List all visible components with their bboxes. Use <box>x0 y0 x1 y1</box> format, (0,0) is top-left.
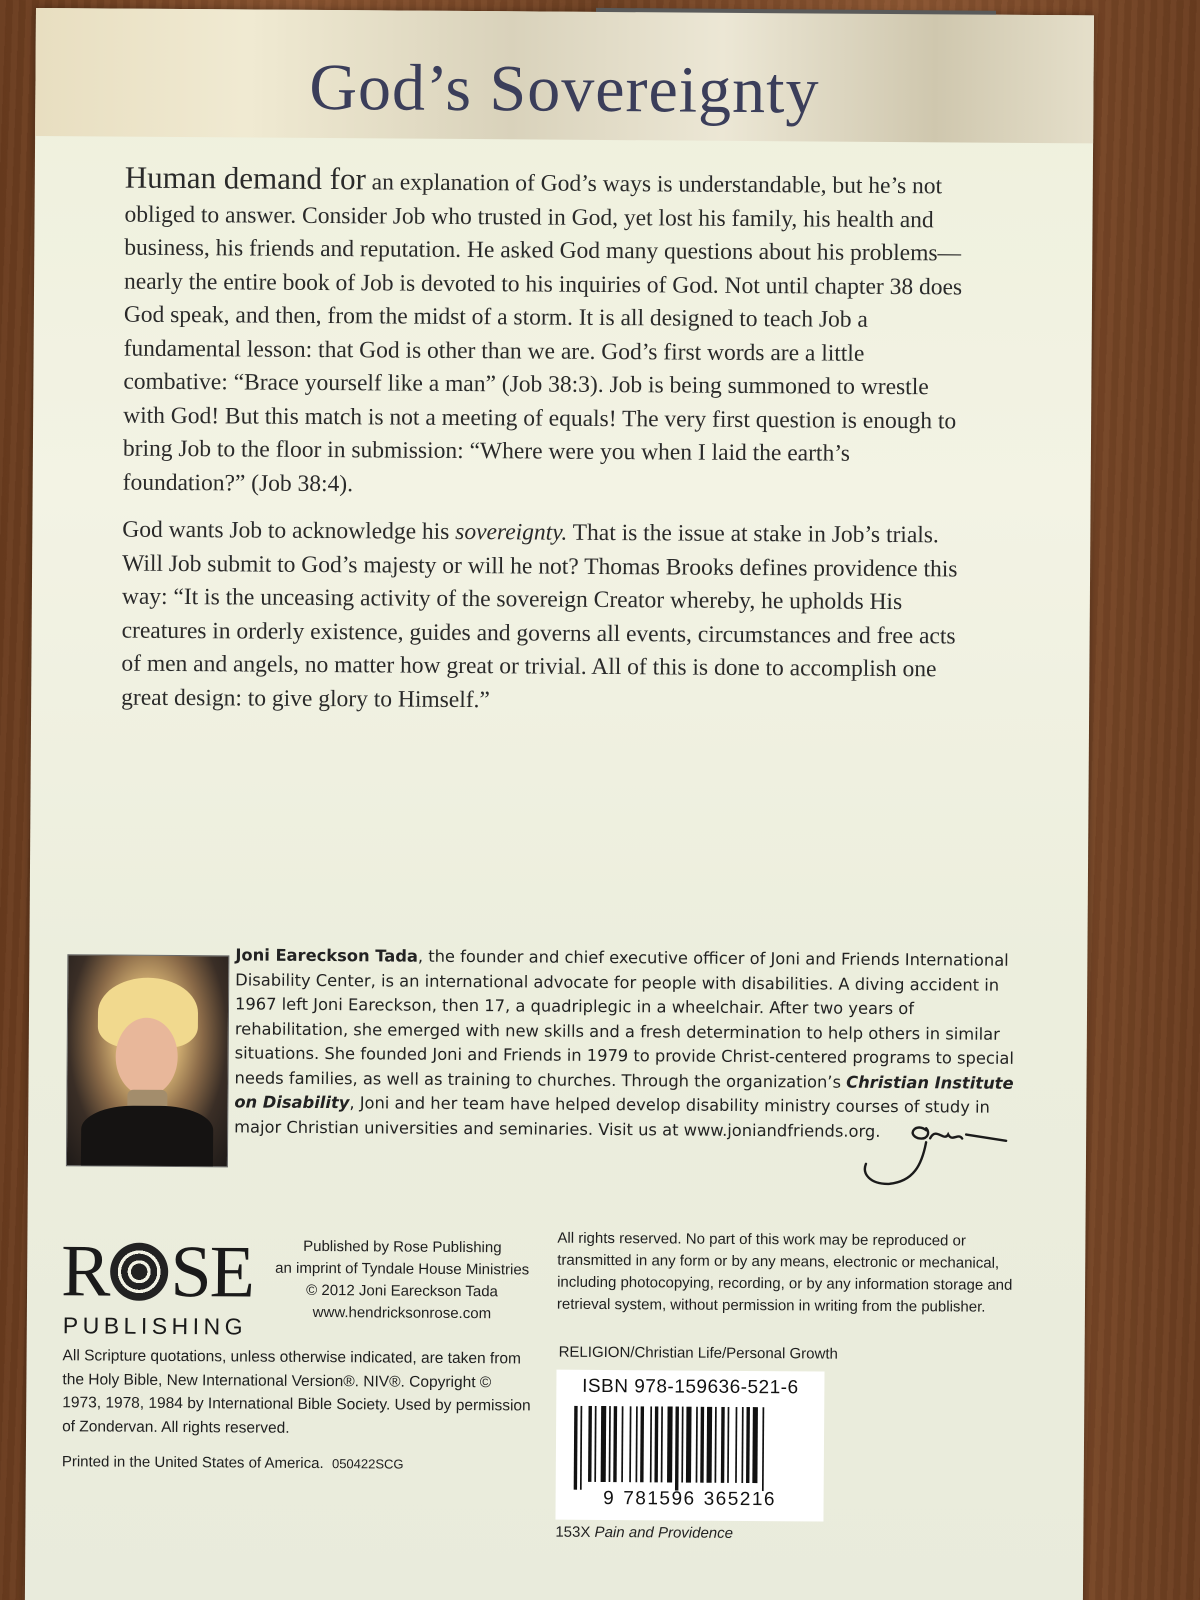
publisher-info <box>271 1236 534 1326</box>
barcode-icon <box>570 1406 811 1492</box>
rights-notice: All rights reserved. No part of this work may be reproduced or transmitted in any form or by any means, electronic or mechanical, including photocopying, recording, or by any information storage and retrieval system, without permission in writing from the publisher. <box>556 1229 1013 1316</box>
paragraph-2-start: God wants Job to acknowledge his <box>122 516 456 545</box>
barcode-digit-group: 9 <box>603 1487 616 1510</box>
institute-name: Christian Institute on Disability <box>234 1072 1014 1113</box>
back-cover <box>25 8 1094 1600</box>
page-title: God’s Sovereignty <box>309 50 820 128</box>
barcode-digit-group: 365216 <box>703 1488 777 1511</box>
photo-body <box>81 1105 213 1166</box>
paragraph-2 <box>121 514 972 721</box>
bio-text-2: , Joni and her team have helped develop disability ministry courses of study in major Christian universities and seminaries. Visit us at www.joniandfriends.org. <box>234 1093 990 1141</box>
scripture-notice: All Scripture quotations, unless otherwise indicated, are taken from the Holy Bible, New International Version®. NIV®. Copyright © 1973, 1978, 1984 by International Bible Society. Used by permission of Zondervan. All rights reserved. <box>62 1347 531 1437</box>
paragraph-2-text: That is the issue at stake in Job’s trials. Will Job submit to God’s majesty or will he not? Thomas Brooks defines providence this way: “It is the unceasing activity of the sovereign Creator whereby, he upholds His creatures in orderly existence, guides and governs all events, circumstances and free acts of men and angels, no matter how great or trivial. All of this is done to accomplish one great design: to give glory to Himself.” <box>121 519 958 713</box>
print-code: 050422SCG <box>331 1456 404 1472</box>
rose-publishing-logo <box>60 1230 262 1340</box>
barcode-digit-group: 781596 <box>623 1488 696 1510</box>
printed-notice <box>62 1451 532 1476</box>
author-photo <box>66 954 229 1167</box>
product-title: Pain and Providence <box>594 1523 734 1542</box>
logo-letters-se: SE <box>170 1230 254 1314</box>
author-name: Joni Eareckson Tada <box>235 945 418 966</box>
barcode-digits <box>556 1488 824 1512</box>
publisher-line: Published by Rose Publishing <box>303 1237 502 1257</box>
publisher-line: an imprint of Tyndale House Ministries <box>275 1259 530 1279</box>
barcode <box>555 1370 824 1522</box>
paragraph-1-text: an explanation of God’s ways is understandable, but he’s not obliged to answer. Consider Job who trusted in God, yet lost his family, his health and business, his friends and reputation. He asked God many questions about his problems—nearly the entire book of Job is devoted to his inquiries of God. Not until chapter 38 does God speak, and then, from the midst of a storm. It is all designed to teach Job a fundamental lesson: that God is other than we are. God’s first words are a little combative: “Brace yourself like a man” (Job 38:3). Job is being summoned to wrestle with God! But this match is not a meeting of equals! The very first question is enough to bring Job to the floor in submission: “Where were you when I laid the earth’s foundation?” (Job 38:4). <box>122 169 963 497</box>
paragraph-1 <box>123 161 975 506</box>
isbn-text: ISBN 978-159636-521-6 <box>582 1375 799 1399</box>
logo-subtitle: PUBLISHING <box>62 1312 248 1340</box>
rose-icon <box>110 1243 168 1301</box>
main-text <box>121 161 975 735</box>
category-label: RELIGION/Christian Life/Personal Growth <box>558 1343 838 1363</box>
printed-text: Printed in the United States of America. <box>61 1453 324 1473</box>
logo-wordmark <box>60 1230 254 1314</box>
signature-icon <box>856 1112 1017 1193</box>
photo-face <box>115 1018 178 1096</box>
bio-text-1: , the founder and chief executive officer of Joni and Friends International Disability Center, is an international advocate for people with disabilities. A diving accident in 1967 left Joni Eareckson, then 17, a quadriplegic in a wheelchair. After two years of rehabilitation, she emerged with new skills and a fresh determination to help others in similar situations. She founded Joni and Friends in 1979 to provide Christ-centered programs to special needs families, as well as training to churches. Through the organization’s <box>234 946 1014 1092</box>
logo-letter-r: R <box>60 1230 109 1313</box>
paragraph-lead: Human demand for <box>124 159 366 197</box>
paragraph-2-emphasis: sovereignty. <box>455 518 568 546</box>
copyright-line: © 2012 Joni Eareckson Tada <box>306 1281 498 1301</box>
product-code <box>555 1524 733 1542</box>
product-code-number: 153X <box>555 1523 591 1541</box>
publisher-website: www.hendricksonrose.com <box>312 1303 492 1323</box>
